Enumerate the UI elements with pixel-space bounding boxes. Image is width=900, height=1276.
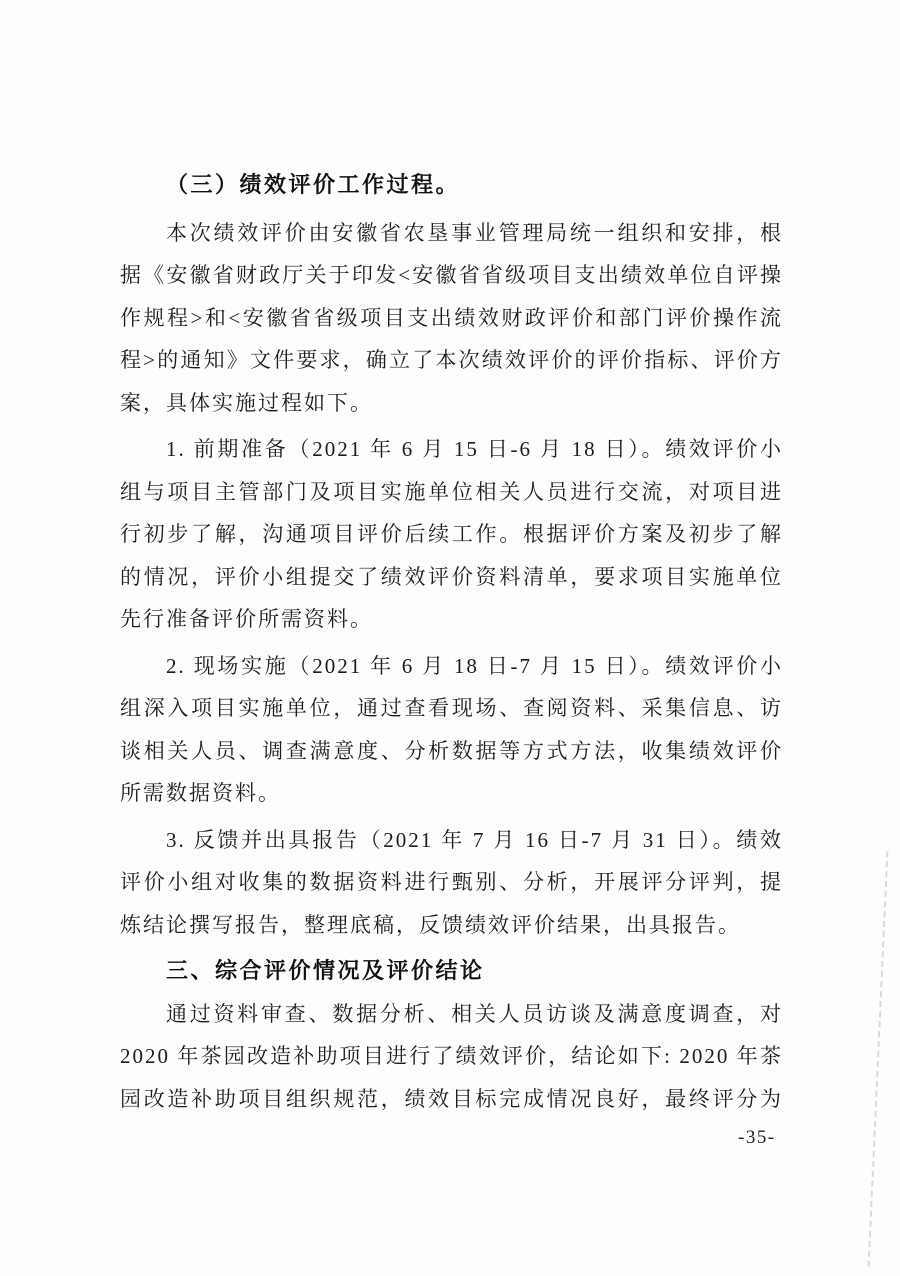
- text-line: 先行准备评价所需资料。: [120, 607, 373, 631]
- text-line: 的情况，评价小组提交了绩效评价资料清单，要求项目实施单位: [120, 564, 783, 589]
- text-line: 2. 现场实施（2021 年 6 月 18 日-7 月 15 日）。绩效评价小: [166, 653, 783, 678]
- text-line: 3. 反馈并出具报告（2021 年 7 月 16 日-7 月 31 日）。绩效: [166, 827, 783, 852]
- text-line: 作规程>和<安徽省省级项目支出绩效财政评价和部门评价操作流: [120, 305, 783, 330]
- text-line: 组深入项目实施单位，通过查看现场、查阅资料、采集信息、访: [120, 696, 783, 720]
- text-line: 组与项目主管部门及项目实施单位相关人员进行交流，对项目进: [120, 479, 783, 504]
- page-number: -35-: [738, 1127, 776, 1148]
- text-line: 园改造补助项目组织规范，绩效目标完成情况良好，最终评分为: [120, 1086, 783, 1111]
- scan-edge-artifact-line: [868, 851, 889, 1267]
- text-line: 据《安徽省财政厅关于印发<安徽省省级项目支出绩效单位自评操: [120, 263, 783, 287]
- section-heading: （三）绩效评价工作过程。: [166, 172, 461, 197]
- text-line: 程>的通知》文件要求，确立了本次绩效评价的评价指标、评价方: [120, 348, 783, 372]
- document-body: [120, 164, 783, 1120]
- text-line: 通过资料审查、数据分析、相关人员访谈及满意度调查，对: [166, 1001, 783, 1026]
- text-line: 所需数据资料。: [120, 781, 281, 805]
- text-line: 炼结论撰写报告，整理底稿，反馈绩效评价结果，出具报告。: [120, 912, 741, 937]
- section-heading: 三、综合评价情况及评价结论: [166, 958, 485, 983]
- text-line: 谈相关人员、调查满意度、分析数据等方式方法，收集绩效评价: [120, 738, 783, 763]
- text-line: 1. 前期准备（2021 年 6 月 15 日-6 月 18 日）。绩效评价小: [166, 437, 783, 461]
- text-line: 案，具体实施过程如下。: [120, 390, 373, 415]
- text-line: 行初步了解，沟通项目评价后续工作。根据评价方案及初步了解: [120, 522, 783, 546]
- text-line: 评价小组对收集的数据资料进行甄别、分析，开展评分评判，提: [120, 870, 783, 894]
- text-line: 2020 年茶园改造补助项目进行了绩效评价，结论如下: 2020 年茶: [120, 1044, 783, 1068]
- text-line: 本次绩效评价由安徽省农垦事业管理局统一组织和安排，根: [166, 220, 783, 245]
